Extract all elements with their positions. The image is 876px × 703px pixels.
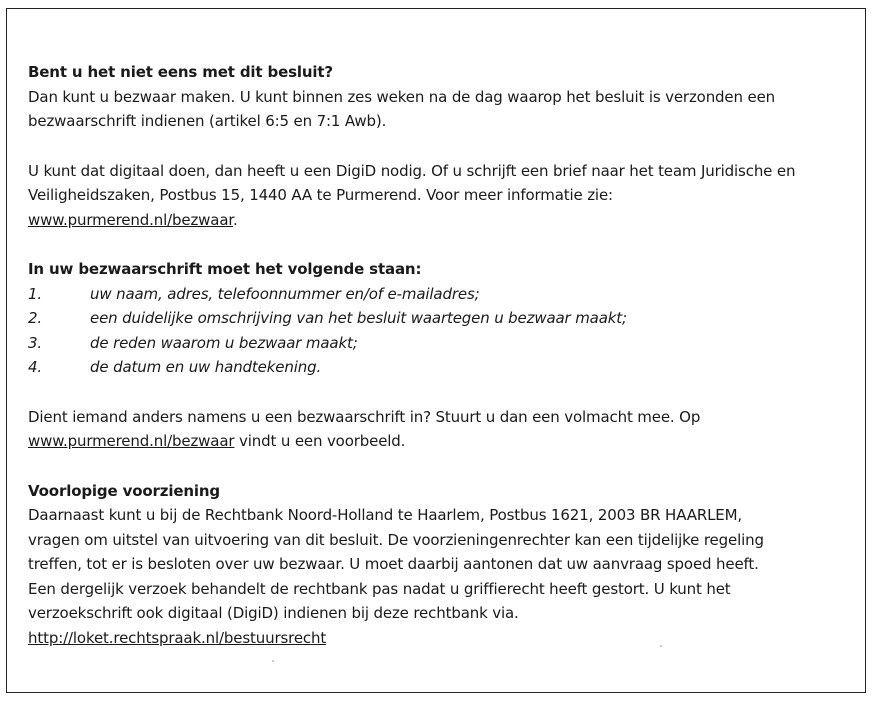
objection-line-1: Dan kunt u bezwaar maken. U kunt binnen zes weken na de dag waarop het besluit is verzonden een (28, 87, 776, 106)
bezwaar-example-link[interactable]: www.purmerend.nl/bezwaar (28, 432, 235, 450)
scan-speck (660, 645, 662, 647)
list-item (28, 355, 848, 380)
requirements-list (28, 282, 848, 380)
objection-line-2: bezwaarschrift indienen (artikel 6:5 en 7:1 Awb). (28, 112, 387, 130)
spacer (28, 134, 848, 159)
objection-heading: Bent u het niet eens met dit besluit? (28, 63, 333, 81)
proxy-link-suffix: vindt u een voorbeeld. (234, 432, 406, 450)
spacer (28, 454, 848, 479)
list-text: een duidelijke omschrijving van het besluit waartegen u bezwaar maakt; (90, 309, 627, 327)
proxy-link-line (28, 429, 848, 454)
provisional-line-5: verzoekschrift ook digitaal (DigiD) indienen bij deze rechtbank via. (28, 604, 519, 622)
list-number: 4. (28, 358, 43, 376)
spacer (28, 380, 848, 405)
bezwaar-link[interactable]: www.purmerend.nl/bezwaar (28, 210, 234, 229)
provisional-line-3: treffen, tot er is besloten over uw bezwaar. U moet daarbij aantonen dat uw aanvraag spoed heeft. (28, 555, 759, 573)
list-text: de datum en uw handtekening. (90, 358, 322, 376)
list-number: 1. (28, 284, 43, 303)
list-item (28, 282, 848, 307)
provisional-heading: Voorlopige voorziening (28, 481, 221, 500)
provisional-line-1: Daarnaast kunt u bij de Rechtbank Noord-Holland te Haarlem, Postbus 1621, 2003 BR HAARLEM, (28, 506, 743, 524)
provisional-line-4: Een dergelijk verzoek behandelt de rechtbank pas nadat u griffierecht heeft gestort. U kunt het (28, 579, 731, 598)
proxy-line-1: Dient iemand anders namens u een bezwaarschrift in? Stuurt u dan een volmacht mee. Op (28, 407, 701, 426)
rechtspraak-link-line (28, 626, 848, 651)
requirements-heading: In uw bezwaarschrift moet het volgende staan: (28, 260, 422, 278)
digital-line-1: U kunt dat digitaal doen, dan heeft u een DigiD nodig. Of u schrijft een brief naar het team Juridische en (28, 161, 796, 180)
spacer (28, 232, 848, 257)
list-text: uw naam, adres, telefoonnummer en/of e-mailadres; (90, 284, 480, 303)
digital-link-line (28, 208, 848, 233)
link-suffix: . (233, 210, 238, 229)
list-text: de reden waarom u bezwaar maakt; (90, 333, 358, 352)
list-item (28, 331, 848, 356)
scan-speck (272, 660, 274, 662)
rechtspraak-link[interactable]: http://loket.rechtspraak.nl/bestuursrecht (28, 628, 327, 647)
document-content (28, 60, 848, 650)
digital-line-2: Veiligheidszaken, Postbus 15, 1440 AA te Purmerend. Voor meer informatie zie: (28, 186, 613, 204)
provisional-line-2: vragen om uitstel van uitvoering van dit besluit. De voorzieningenrechter kan een tijdelijke regeling (28, 530, 764, 549)
list-item (28, 306, 848, 331)
list-number: 3. (28, 333, 43, 352)
list-number: 2. (28, 309, 43, 327)
